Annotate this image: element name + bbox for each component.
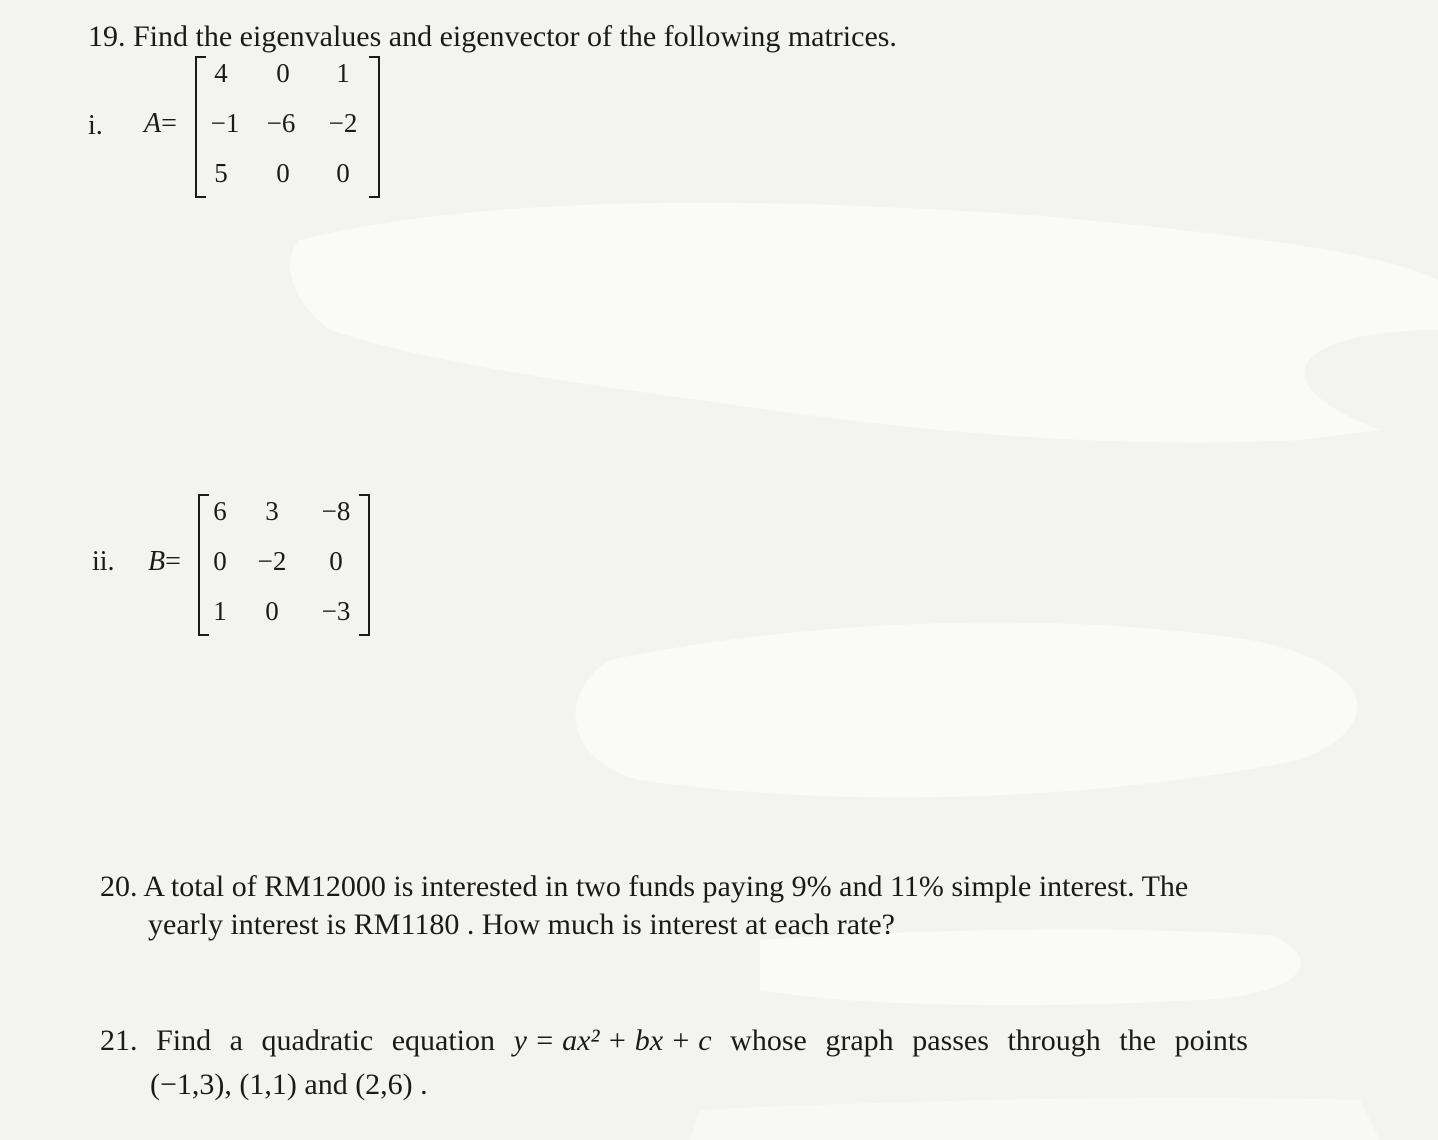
matrix-a-cell: 4 — [214, 58, 228, 88]
part-i-label: i. — [88, 110, 103, 141]
matrix-b-cell: 6 — [213, 496, 227, 526]
matrix-b-cell: 3 — [265, 496, 279, 526]
matrix-b-cell: −8 — [321, 496, 351, 526]
question-21-word: whose — [730, 1024, 807, 1057]
question-21-line-1 — [100, 1022, 1248, 1060]
question-21 — [100, 1022, 1248, 1104]
question-20-text-1: A total of RM12000 is interested in two funds paying 9% and 11% simple interest. The — [143, 870, 1189, 903]
matrix-b-cell: 1 — [213, 596, 227, 626]
matrix-b-cell: −3 — [321, 596, 351, 626]
part-ii-label: ii. — [92, 546, 115, 577]
question-20-line-1 — [100, 868, 1250, 906]
matrix-b-equals: = — [165, 546, 181, 577]
question-20-line-2: yearly interest is RM1180 . How much is interest at each rate? — [148, 908, 895, 941]
question-21-number: 21. — [100, 1024, 138, 1057]
question-21-word: a — [229, 1024, 243, 1057]
question-21-word: passes — [912, 1024, 989, 1057]
matrix-b-cell: 0 — [329, 546, 343, 576]
quadratic-equation: y = ax² + bx + c — [513, 1024, 712, 1057]
matrix-a-cell: −6 — [266, 108, 296, 138]
question-21-line-2: (−1,3), (1,1) and (2,6) . — [150, 1068, 428, 1101]
matrix-a-name: A — [144, 108, 162, 139]
question-21-word: through — [1007, 1024, 1101, 1057]
matrix-a-cell: 0 — [276, 58, 290, 88]
question-21-word: quadratic — [261, 1024, 374, 1057]
question-19-number: 19. — [88, 20, 126, 53]
matrix-b-cell: 0 — [265, 596, 279, 626]
matrix-b — [198, 494, 370, 636]
matrix-a-cell: 5 — [214, 158, 228, 188]
question-20-number: 20. — [100, 870, 138, 903]
matrix-b-name: B — [148, 546, 166, 577]
matrix-a-cell: 0 — [336, 158, 350, 188]
question-21-word: Find — [156, 1024, 212, 1057]
matrix-a-equals: = — [161, 108, 177, 139]
question-21-word: points — [1174, 1024, 1248, 1057]
matrix-a-label — [144, 108, 177, 140]
question-21-word: equation — [391, 1024, 496, 1057]
matrix-a-cell: −2 — [328, 108, 358, 138]
question-19-heading — [88, 18, 988, 56]
matrix-a-cell: −1 — [210, 108, 240, 138]
question-19-prompt: Find the eigenvalues and eigenvector of the following matrices. — [133, 20, 897, 53]
question-21-word: the — [1119, 1024, 1157, 1057]
matrix-b-label — [148, 546, 181, 578]
matrix-b-cell: −2 — [257, 546, 287, 576]
matrix-a — [195, 56, 380, 198]
matrix-a-cell: 1 — [336, 58, 350, 88]
question-20 — [100, 868, 1250, 944]
matrix-a-cell: 0 — [276, 158, 290, 188]
matrix-b-cell: 0 — [213, 546, 227, 576]
question-19 — [88, 18, 988, 56]
question-21-word: graph — [825, 1024, 894, 1057]
